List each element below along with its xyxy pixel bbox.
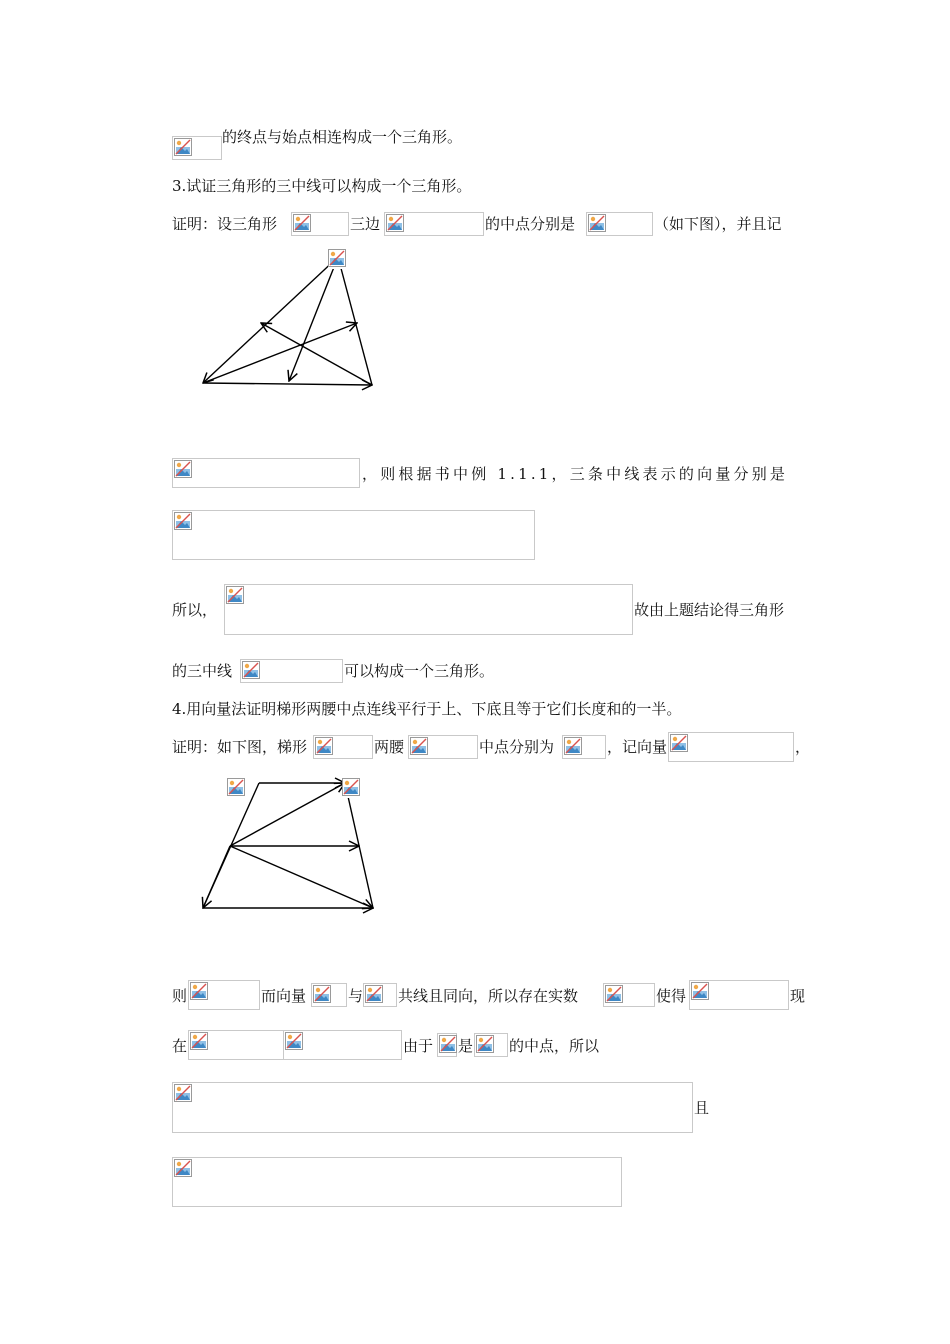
question-3: 3.试证三角形的三中线可以构成一个三角形。 [172,177,472,195]
proof-3-text-d: （如下图），并且记 [654,215,782,233]
proof-4-text-l: 在 [172,1037,188,1055]
formula-image-sides [384,212,484,236]
proof-3-text-i: 可以构成一个三角形。 [344,662,495,680]
proof-4-text-o: 的中点，所以 [509,1037,600,1055]
formula-image-lambda [603,983,655,1007]
formula-image-then [188,980,260,1010]
formula-image-legs [408,735,478,759]
broken-image-icon [410,737,428,755]
formula-image-point-1 [437,1033,457,1057]
figure-label-image-b [227,778,247,798]
broken-image-icon [588,214,606,232]
figure-label-image-c [342,778,362,798]
proof-4-text-n: 是 [458,1037,474,1055]
formula-image-long-1 [172,1082,693,1133]
proof-4-text-d: ，记向量 [607,738,668,756]
formula-image-vectors [172,458,360,488]
proof-3-text-c: 的中点分别是 [485,215,576,233]
proof-4-text-h: 与 [348,987,364,1005]
broken-image-icon [227,778,245,796]
proof-4-text-e: ， [795,738,811,756]
broken-image-icon [605,985,623,1003]
broken-image-icon [313,985,331,1003]
broken-image-icon [328,249,346,267]
broken-image-icon [365,985,383,1003]
broken-image-icon [439,1035,457,1053]
formula-image-trapezoid [313,735,373,759]
formula-image-sum [224,584,633,635]
formula-image-now-1 [188,1030,284,1060]
proof-4-text-i: 共线且同向，所以存在实数 [398,987,579,1005]
formula-image-1 [172,136,222,160]
broken-image-icon [242,661,260,679]
broken-image-icon [174,1084,192,1102]
proof-4-text-j: 使得 [656,987,687,1005]
broken-image-icon [285,1032,303,1050]
proof-4-text-b: 两腰 [374,738,405,756]
formula-image-median-vectors [172,510,535,560]
proof-3-text-g: 故由上题结论得三角形 [634,601,785,619]
broken-image-icon [315,737,333,755]
proof-4-text-a: 证明：如下图，梯形 [172,738,308,756]
proof-4-text-g: 而向量 [261,987,307,1005]
text-line-1: 的终点与始点相连构成一个三角形。 [222,128,463,146]
broken-image-icon [293,214,311,232]
broken-image-icon [190,982,208,1000]
formula-image-leg-midpoints [562,735,606,759]
proof-3-text-b: 三边 [350,215,381,233]
formula-image-midpoints [586,212,653,236]
question-4: 4.用向量法证明梯形两腰中点连线平行于上、下底且等于它们长度和的一半。 [172,700,682,718]
proof-4-text-p: 且 [694,1099,710,1117]
formula-image-vector-def [668,732,794,762]
proof-3-text-a: 证明：设三角形 [172,215,278,233]
triangle-medians-figure [195,245,385,395]
formula-image-point-2 [474,1033,508,1057]
broken-image-icon [386,214,404,232]
broken-image-icon [190,1032,208,1050]
proof-4-text-m: 由于 [403,1037,434,1055]
figure-label-image-a [328,249,348,269]
broken-image-icon [564,737,582,755]
proof-4-text-f: 则 [172,987,188,1005]
formula-image-medians [240,659,343,683]
proof-3-text-e: ，则根据书中例 1.1.1，三条中线表示的向量分别是 [362,465,789,483]
broken-image-icon [670,734,688,752]
broken-image-icon [226,586,244,604]
broken-image-icon [342,778,360,796]
broken-image-icon [476,1035,494,1053]
formula-image-triangle [291,212,349,236]
proof-3-text-f: 所以， [172,601,218,619]
formula-image-now-2 [283,1030,402,1060]
broken-image-icon [691,982,709,1000]
formula-image-equation [689,980,789,1010]
broken-image-icon [174,512,192,530]
proof-4-text-k: 现 [790,987,806,1005]
proof-3-text-h: 的三中线 [172,662,233,680]
broken-image-icon [174,138,192,156]
broken-image-icon [174,1159,192,1177]
formula-image-vec-2 [363,983,397,1007]
broken-image-icon [174,460,192,478]
formula-image-vec-1 [311,983,347,1007]
proof-4-text-c: 中点分别为 [479,738,555,756]
formula-image-long-2 [172,1157,622,1207]
